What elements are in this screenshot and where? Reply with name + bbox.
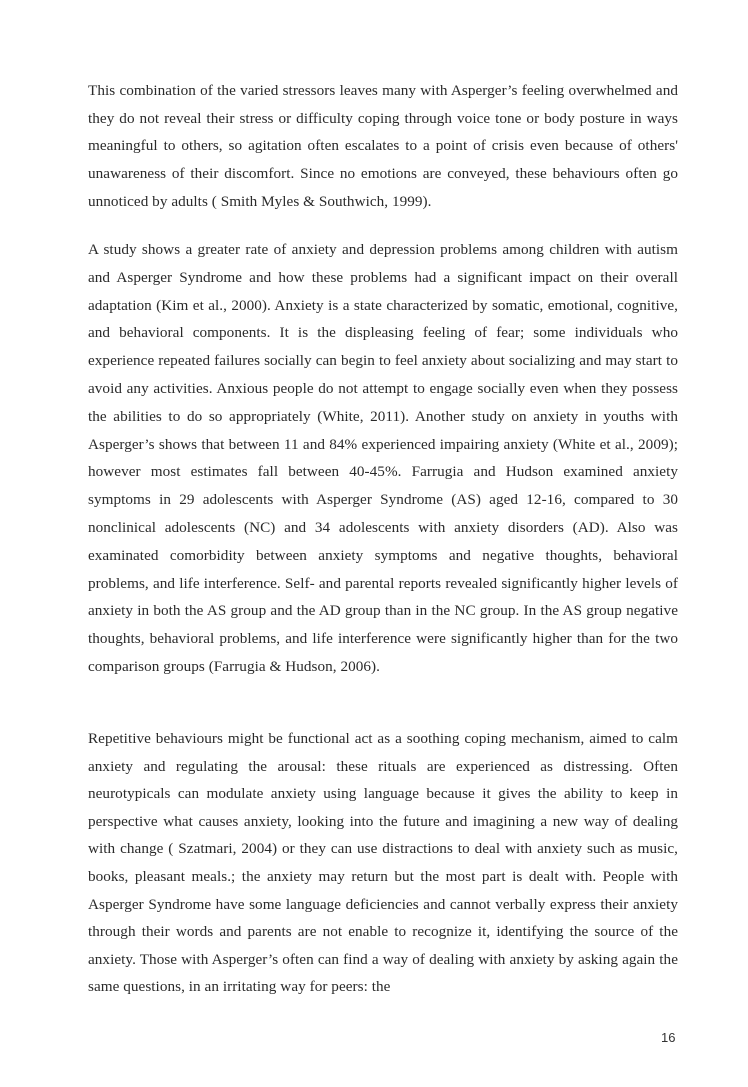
paragraph-anxiety-studies: A study shows a greater rate of anxiety and depression problems among children with autism and Asperger Syndrome and how these problems had a significant impact on their overall adaptation (Kim et al., 2000). Anxiety is a state characterized by somatic, emotional, cognitive, and behavioral components. It is the displeasing feeling of fear; some individuals who experience repeated failures socially can begin to feel anxiety about socializing and may start to avoid any activities. Anxious people do not attempt to engage socially even when they possess the abilities to do so appropriately (White, 2011). Another study on anxiety in youths with Asperger’s shows that between 11 and 84% experienced impairing anxiety (White et al., 2009); however most estimates fall between 40-45%. Farrugia and Hudson examined anxiety symptoms in 29 adolescents with Asperger Syndrome (AS) aged 12-16, compared to 30 nonclinical adolescents (NC) and 34 adolescents with anxiety disorders (AD). Also was examinated comorbidity between anxiety symptoms and negative thoughts, behavioral problems, and life interference. Self- and parental reports revealed significantly higher levels of anxiety in both the AS group and the AD group than in the NC group. In the AS group negative thoughts, behavioral problems, and life interference were significantly higher than for the two comparison groups (Farrugia & Hudson, 2006). — [88, 241, 678, 675]
page-number: 16 — [661, 1030, 676, 1045]
paragraph-stressors: This combination of the varied stressors leaves many with Asperger’s feeling overwhelmed and they do not reveal their stress or difficulty coping through voice tone or body posture in ways meaningful to others, so agitation often escalates to a point of crisis even because of others' unawareness of their discomfort. Since no emotions are conveyed, these behaviours often go unnoticed by adults ( Smith Myles & Southwich, 1999). — [88, 82, 678, 210]
paragraph-repetitive-behaviours: Repetitive behaviours might be functional act as a soothing coping mechanism, aimed to calm anxiety and regulating the arousal: these rituals are experienced as distressing. Often neurotypicals can modulate anxiety using language because it gives the ability to keep in perspective what causes anxiety, looking into the future and imagining a new way of dealing with change ( Szatmari, 2004) or they can use distractions to deal with anxiety such as music, books, pleasant meals.; the anxiety may return but the most part is dealt with. People with Asperger Syndrome have some language deficiencies and cannot verbally express their anxiety through their words and parents are not enable to recognize it, identifying the source of the anxiety. Those with Asperger’s often can find a way of dealing with anxiety by asking again the same questions, in an irritating way for peers: the — [88, 730, 678, 996]
